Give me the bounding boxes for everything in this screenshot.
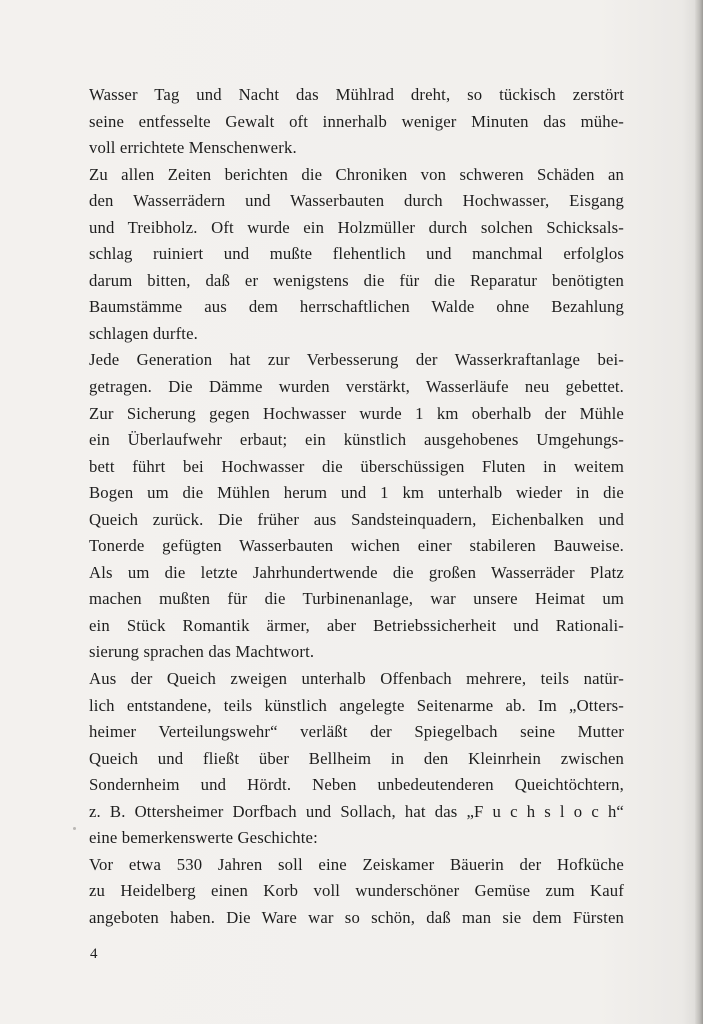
page-number: 4 bbox=[90, 946, 98, 962]
text-line: Jede Generation hat zur Verbesserung der Wasserkraftanlage bei- bbox=[89, 350, 624, 370]
text-line: lich entstandene, teils künstlich angelegte Seitenarme ab. Im „Otters- bbox=[89, 695, 624, 715]
text-line: Sondernheim und Hördt. Neben unbedeutenderen Queichtöchtern, bbox=[89, 775, 624, 795]
text-line: Wasser Tag und Nacht das Mühlrad dreht, so tückisch zerstört bbox=[89, 85, 624, 104]
page-edge-shadow bbox=[695, 0, 703, 1024]
text-line: Tonerde gefügten Wasserbauten wichen einer stabileren Bauweise. bbox=[89, 536, 624, 556]
text-line: Queich und fließt über Bellheim in den Kleinrhein zwischen bbox=[89, 748, 624, 768]
text-line: bett führt bei Hochwasser die überschüssigen Fluten in weitem bbox=[89, 456, 624, 476]
body-text bbox=[89, 82, 624, 932]
text-line: sierung sprachen das Machtwort. bbox=[89, 642, 315, 662]
text-line: getragen. Die Dämme wurden verstärkt, Wasserläufe neu gebettet. bbox=[89, 377, 624, 397]
text-line: heimer Verteilungswehr“ verläßt der Spiegelbach seine Mutter bbox=[89, 722, 624, 742]
text-line: schlagen durfte. bbox=[89, 323, 198, 343]
text-line: Queich zurück. Die früher aus Sandsteinquadern, Eichenbalken und bbox=[89, 509, 624, 529]
text-line: den Wasserrädern und Wasserbauten durch Hochwasser, Eisgang bbox=[89, 191, 624, 211]
text-line: ein Überlaufwehr erbaut; ein künstlich ausgehobenes Umgehungs- bbox=[89, 430, 624, 450]
text-line: Baumstämme aus dem herrschaftlichen Walde ohne Bezahlung bbox=[89, 297, 624, 317]
text-line: Zur Sicherung gegen Hochwasser wurde 1 km oberhalb der Mühle bbox=[89, 403, 624, 423]
text-line: eine bemerkenswerte Geschichte: bbox=[89, 828, 318, 848]
text-line: Aus der Queich zweigen unterhalb Offenbach mehrere, teils natür- bbox=[89, 669, 624, 689]
text-line: Vor etwa 530 Jahren soll eine Zeiskamer Bäuerin der Hofküche bbox=[89, 854, 624, 874]
text-line: ein Stück Romantik ärmer, aber Betriebssicherheit und Rationali- bbox=[89, 615, 624, 635]
text-line: angeboten haben. Die Ware war so schön, daß man sie dem Fürsten bbox=[89, 907, 624, 927]
paper-speck bbox=[73, 827, 76, 830]
text-line: Bogen um die Mühlen herum und 1 km unterhalb wieder in die bbox=[89, 483, 624, 503]
text-line: seine entfesselte Gewalt oft innerhalb weniger Minuten das mühe- bbox=[89, 111, 624, 131]
text-line: und Treibholz. Oft wurde ein Holzmüller durch solchen Schicksals- bbox=[89, 217, 624, 237]
text-line: voll errichtete Menschenwerk. bbox=[89, 138, 297, 158]
text-line: Als um die letzte Jahrhundertwende die großen Wasserräder Platz bbox=[89, 562, 624, 582]
text-line: zu Heidelberg einen Korb voll wunderschöner Gemüse zum Kauf bbox=[89, 881, 624, 901]
text-line: schlag ruiniert und mußte flehentlich und manchmal erfolglos bbox=[89, 244, 624, 264]
text-line: machen mußten für die Turbinenanlage, war unsere Heimat um bbox=[89, 589, 624, 609]
text-line: darum bitten, daß er wenigstens die für die Reparatur benötigten bbox=[89, 270, 624, 290]
text-line: Zu allen Zeiten berichten die Chroniken von schweren Schäden an bbox=[89, 164, 624, 184]
text-line: z. B. Ottersheimer Dorfbach und Sollach, hat das „F u c h s l o c h“ bbox=[89, 801, 624, 821]
